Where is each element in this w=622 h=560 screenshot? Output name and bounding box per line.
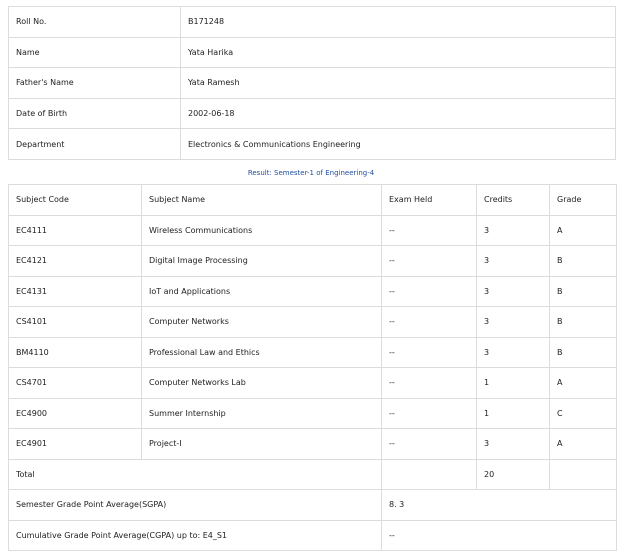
total-row [9,459,617,490]
exam-held-cell: -- [382,398,477,429]
total-credits: 20 [477,459,550,490]
header-subject-code: Subject Code [9,185,142,216]
grade-cell: A [550,215,617,246]
credits-cell: 3 [477,337,550,368]
student-info-value: Electronics & Communications Engineering [181,129,616,160]
student-info-value: Yata Ramesh [181,68,616,99]
student-info-row [9,129,616,160]
grade-cell: A [550,368,617,399]
student-info-label: Father's Name [9,68,181,99]
subject-row [9,246,617,277]
subject-row [9,337,617,368]
cgpa-value: -- [382,520,617,551]
result-caption: Result: Semester-1 of Engineering-4 [247,169,375,177]
subject-name-cell: Summer Internship [142,398,382,429]
grades-header-row [9,185,617,216]
subject-name-cell: Computer Networks Lab [142,368,382,399]
grade-cell: A [550,429,617,460]
grade-cell: B [550,307,617,338]
student-info-label: Name [9,37,181,68]
credits-cell: 3 [477,429,550,460]
header-credits: Credits [477,185,550,216]
grade-cell: B [550,246,617,277]
exam-held-cell: -- [382,276,477,307]
student-info-value: Yata Harika [181,37,616,68]
header-grade: Grade [550,185,617,216]
subject-code-cell: EC4900 [9,398,142,429]
exam-held-cell: -- [382,215,477,246]
grade-cell: C [550,398,617,429]
total-grade [550,459,617,490]
subject-name-cell: Professional Law and Ethics [142,337,382,368]
grades-table [8,184,617,551]
student-info-label: Date of Birth [9,98,181,129]
subject-row [9,307,617,338]
header-subject-name: Subject Name [142,185,382,216]
subject-code-cell: EC4901 [9,429,142,460]
student-info-value: B171248 [181,7,616,38]
cgpa-label: Cumulative Grade Point Average(CGPA) up to: E4_S1 [9,520,382,551]
student-info-label: Roll No. [9,7,181,38]
credits-cell: 1 [477,368,550,399]
subject-code-cell: EC4111 [9,215,142,246]
exam-held-cell: -- [382,368,477,399]
credits-cell: 1 [477,398,550,429]
credits-cell: 3 [477,276,550,307]
total-exam-held [382,459,477,490]
header-exam-held: Exam Held [382,185,477,216]
grade-cell: B [550,337,617,368]
subject-code-cell: EC4131 [9,276,142,307]
subject-row [9,398,617,429]
grade-cell: B [550,276,617,307]
student-info-body [9,7,616,160]
credits-cell: 3 [477,215,550,246]
cgpa-row [9,520,617,551]
subject-code-cell: CS4101 [9,307,142,338]
subjects-body [9,215,617,459]
subject-code-cell: CS4701 [9,368,142,399]
subject-name-cell: Digital Image Processing [142,246,382,277]
subject-code-cell: BM4110 [9,337,142,368]
student-info-label: Department [9,129,181,160]
sgpa-value: 8. 3 [382,490,617,521]
subject-name-cell: Project-I [142,429,382,460]
student-info-value: 2002-06-18 [181,98,616,129]
subject-code-cell: EC4121 [9,246,142,277]
student-info-table [8,6,616,160]
exam-held-cell: -- [382,246,477,277]
subject-row [9,429,617,460]
sgpa-row [9,490,617,521]
total-label: Total [9,459,382,490]
summary-body [9,459,617,551]
credits-cell: 3 [477,307,550,338]
sgpa-label: Semester Grade Point Average(SGPA) [9,490,382,521]
subject-name-cell: IoT and Applications [142,276,382,307]
student-info-row [9,68,616,99]
student-info-row [9,7,616,38]
exam-held-cell: -- [382,429,477,460]
subject-name-cell: Wireless Communications [142,215,382,246]
subject-row [9,215,617,246]
exam-held-cell: -- [382,307,477,338]
subject-row [9,276,617,307]
credits-cell: 3 [477,246,550,277]
subject-name-cell: Computer Networks [142,307,382,338]
student-info-row [9,37,616,68]
subject-row [9,368,617,399]
exam-held-cell: -- [382,337,477,368]
student-info-row [9,98,616,129]
